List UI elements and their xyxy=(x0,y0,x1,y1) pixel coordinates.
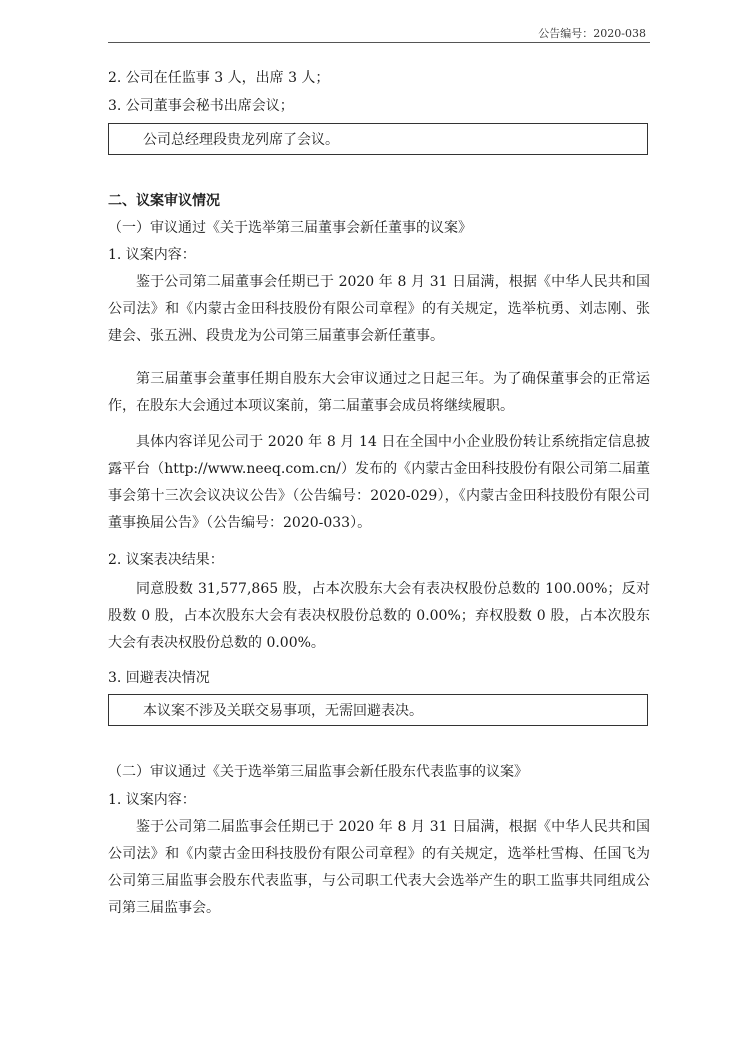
motion1-vote-label: 2. 议案表决结果： xyxy=(108,552,224,568)
motion1-content-label: 1. 议案内容： xyxy=(108,247,196,263)
motion2-paragraph-1: 鉴于公司第二届监事会任期已于 2020 年 8 月 31 日届满，根据《中华人民共和国公司法》和《内蒙古金田科技股份有限公司章程》的有关规定，选举杜雪梅、任国飞为公司第三届监事会股东代表监事，与公司职工代表大会选举产生的职工监事共同组成公司第三届监事会。 xyxy=(108,819,650,916)
motion1-recusal-text: 本议案不涉及关联交易事项，无需回避表决。 xyxy=(143,703,423,719)
motion1-recusal-label: 3. 回避表决情况 xyxy=(108,670,210,686)
motion1-paragraph-1: 鉴于公司第二届董事会任期已于 2020 年 8 月 31 日届满，根据《中华人民共和国公司法》和《内蒙古金田科技股份有限公司章程》的有关规定，选举杭勇、刘志刚、张建会、张五洲、段贵龙为公司第三届董事会新任董事。 xyxy=(108,274,650,344)
attendance-supervisors: 2. 公司在任监事 3 人，出席 3 人； xyxy=(108,70,330,86)
motion2-content-label: 1. 议案内容： xyxy=(108,792,196,808)
motion1-paragraph-3: 具体内容详见公司于 2020 年 8 月 14 日在全国中小企业股份转让系统指定信息披露平台（http://www.neeq.com.cn/）发布的《内蒙古金田科技股份有限公司第二届董事会第十三次会议决议公告》（公告编号：2020-029），《内蒙古金田科技股份有限公司董事换届公告》（公告编号：2020-033）。 xyxy=(108,434,650,531)
attendance-note-box xyxy=(108,123,648,155)
page-header xyxy=(108,22,650,43)
notice-number: 公告编号：2020-038 xyxy=(538,27,646,40)
motion1-title: （一）审议通过《关于选举第三届董事会新任董事的议案》 xyxy=(108,220,472,236)
attendance-note-text: 公司总经理段贵龙列席了会议。 xyxy=(143,132,339,148)
attendance-secretary: 3. 公司董事会秘书出席会议； xyxy=(108,98,294,114)
motion1-vote-result: 同意股数 31,577,865 股，占本次股东大会有表决权股份总数的 100.00%；反对股数 0 股，占本次股东大会有表决权股份总数的 0.00%；弃权股数 0 股，占本次股东大会有表决权股份总数的 0.00%。 xyxy=(108,581,650,651)
motion2-title: （二）审议通过《关于选举第三届监事会新任股东代表监事的议案》 xyxy=(108,764,528,780)
section-heading: 二、议案审议情况 xyxy=(108,193,220,209)
motion1-recusal-box xyxy=(108,694,648,726)
motion1-paragraph-2: 第三届董事会董事任期自股东大会审议通过之日起三年。为了确保董事会的正常运作，在股东大会通过本项议案前，第二届董事会成员将继续履职。 xyxy=(108,371,650,414)
